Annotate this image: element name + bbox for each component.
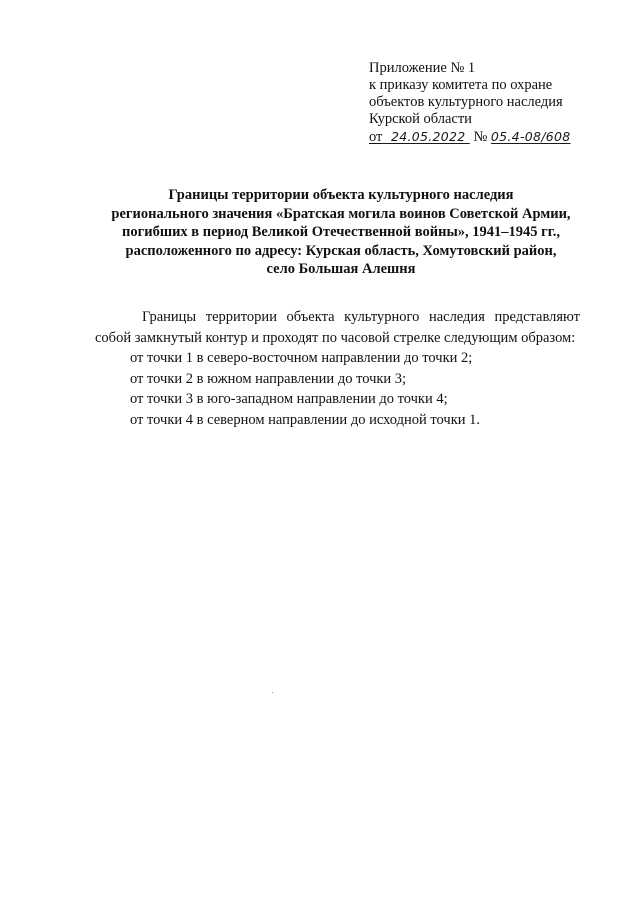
document-title	[78, 186, 604, 279]
title-line-2: регионального значения «Братская могила воинов Советской Армии,	[111, 205, 571, 222]
boundary-item: от точки 3 в юго-западном направлении до точки 4;	[130, 391, 448, 408]
handwritten-date	[382, 129, 469, 144]
title-line-1: Границы территории объекта культурного наследия	[168, 187, 514, 203]
boundary-item: от точки 4 в северном направлении до исходной точки 1.	[130, 411, 480, 428]
number-prefix: №	[473, 129, 488, 145]
scan-speck	[272, 692, 273, 693]
appendix-committee: объектов культурного наследия	[369, 94, 563, 110]
date-prefix: от	[369, 129, 383, 145]
date-value: 24.05.2022	[390, 129, 466, 144]
appendix-title: Приложение № 1	[369, 60, 476, 76]
document-body	[95, 307, 580, 431]
appendix-header	[369, 60, 571, 146]
boundary-item: от точки 1 в северо-восточном направлении до точки 2;	[130, 350, 473, 367]
appendix-date-number	[369, 128, 571, 146]
appendix-region: Курской области	[369, 111, 472, 127]
title-line-4: расположенного по адресу: Курская область, Хомутовский район,	[125, 242, 557, 259]
intro-paragraph: Границы территории объекта культурного наследия представляют собой замкнутый контур и проходят по часовой стрелке следующим образом:	[95, 309, 580, 346]
title-line-5: село Большая Алешня	[266, 261, 416, 278]
boundary-item: от точки 2 в южном направлении до точки 3;	[130, 370, 407, 387]
title-line-3: погибших в период Великой Отечественной войны», 1941–1945 гг.,	[122, 224, 560, 241]
handwritten-number: 05.4-08/608	[490, 129, 571, 144]
appendix-order-ref: к приказу комитета по охране	[369, 77, 553, 93]
